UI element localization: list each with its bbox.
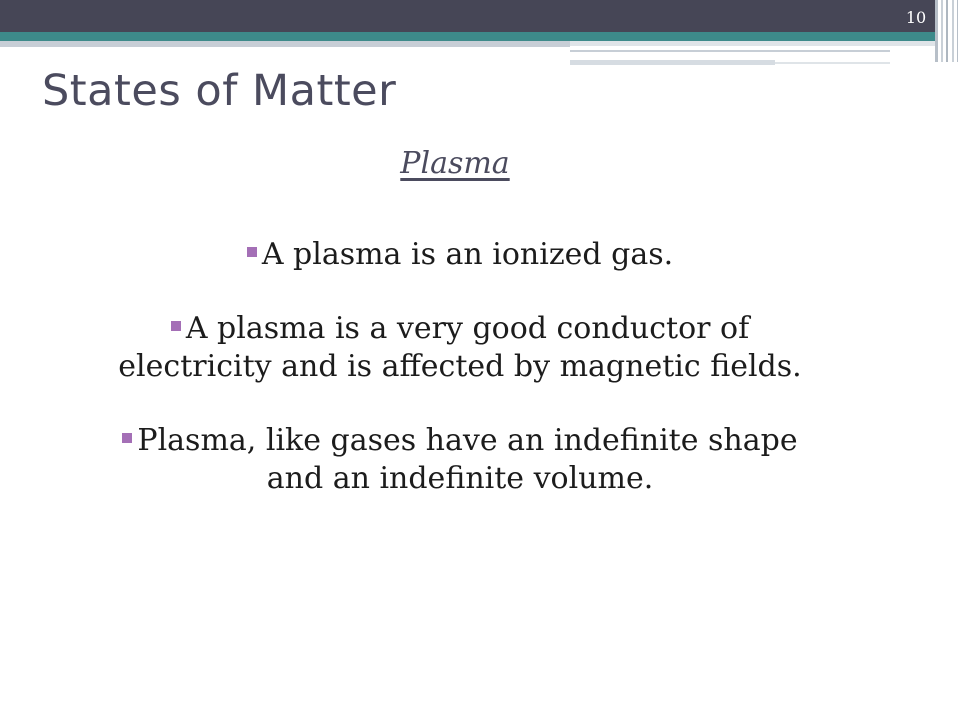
bullet-text: Plasma, like gases have an indefinite shape and an indefinite volume. [137, 423, 798, 496]
bullet-text: A plasma is an ionized gas. [261, 237, 674, 272]
header-bar-teal [0, 32, 935, 41]
header-bar-light [570, 41, 935, 46]
header-line [570, 50, 890, 52]
header-bar-dark [0, 0, 935, 32]
vertical-stripe [946, 0, 948, 62]
vertical-stripe [952, 0, 954, 62]
bullet-item [90, 422, 830, 498]
square-bullet-icon [247, 247, 257, 257]
bullet-item [90, 236, 830, 274]
slide-title: States of Matter [42, 66, 397, 116]
bullet-item [90, 310, 830, 386]
square-bullet-icon [171, 321, 181, 331]
slide-subtitle: Plasma [400, 146, 510, 181]
vertical-stripe [957, 0, 958, 62]
header-bar-gray [0, 41, 570, 47]
bullet-text: A plasma is a very good conductor of electricity and is affected by magnetic fields. [118, 311, 802, 384]
bullet-list [90, 236, 830, 534]
square-bullet-icon [122, 433, 132, 443]
slide-number: 10 [905, 8, 927, 27]
vertical-stripe [935, 0, 938, 62]
vertical-stripe [941, 0, 943, 62]
header-line [570, 60, 775, 65]
header-line [775, 62, 890, 64]
